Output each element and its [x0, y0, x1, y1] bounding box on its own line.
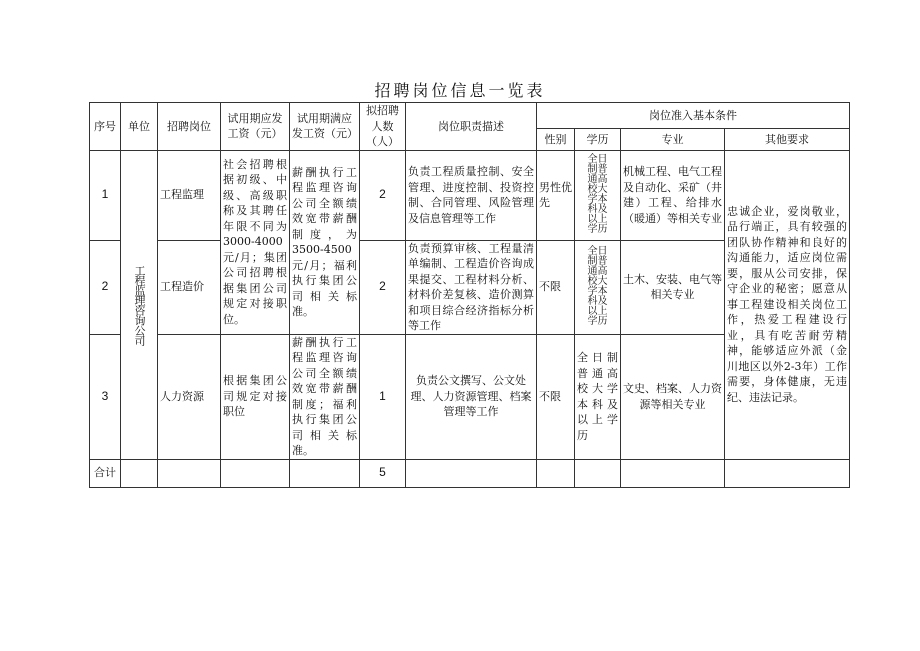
- total-count: 5: [360, 459, 406, 487]
- row-education: 全日制普通高校大学本科及以上学历: [587, 154, 608, 235]
- row-position: 人力资源: [158, 334, 221, 459]
- row-count: 2: [360, 150, 406, 240]
- header-seq: 序号: [90, 103, 121, 151]
- row-seq: 1: [90, 150, 121, 240]
- row-position: 工程造价: [158, 240, 221, 334]
- row-education-cell: [575, 150, 621, 240]
- header-other: 其他要求: [725, 129, 850, 150]
- row-seq: 3: [90, 334, 121, 459]
- full-salary-cell: 薪酬执行工程监理咨询公司全额绩效宽带薪酬制度，为3500-4500元/月；福利执行集团公司相关标准。: [290, 150, 360, 334]
- recruitment-table: [89, 102, 850, 488]
- header-row-1: [90, 103, 850, 129]
- row-probation-salary: 根据集团公司规定对接职位: [221, 334, 290, 459]
- row-position: 工程监理: [158, 150, 221, 240]
- probation-salary-cell: 社会招聘根据初级、中级、高级职称及其聘任年限不同为3000-4000元/月；集团公司招聘根据集团公司规定对接职位。: [221, 150, 290, 334]
- row-gender: 男性优先: [537, 150, 575, 240]
- header-education: 学历: [575, 129, 621, 150]
- row-duty: 负责预算审核、工程量清单编制、工程造价咨询成果提交、工程材料分析、材料价差复核、造价测算和项目综合经济指标分析等工作: [406, 240, 537, 334]
- header-probation-salary: 试用期应发工资（元）: [221, 103, 290, 151]
- header-gender: 性别: [537, 129, 575, 150]
- header-count: 拟招聘人数（人）: [360, 103, 406, 151]
- row-gender: 不限: [537, 334, 575, 459]
- total-label: 合计: [90, 459, 121, 487]
- row-gender: 不限: [537, 240, 575, 334]
- total-row: [90, 459, 850, 487]
- page-title: 招聘岗位信息一览表: [374, 81, 546, 100]
- row-seq: 2: [90, 240, 121, 334]
- header-full-salary: 试用期满应发工资（元）: [290, 103, 360, 151]
- header-position: 招聘岗位: [158, 103, 221, 151]
- row-count: 1: [360, 334, 406, 459]
- table-row: [90, 150, 850, 240]
- row-education: 全日制普通高校大学本科及以上学历: [587, 246, 608, 327]
- row-major: 文史、档案、人力资源等相关专业: [621, 334, 725, 459]
- header-conditions: 岗位准入基本条件: [537, 103, 850, 129]
- row-major: 机械工程、电气工程及自动化、采矿（井建）工程、给排水（暖通）等相关专业: [621, 150, 725, 240]
- row-count: 2: [360, 240, 406, 334]
- other-requirements: 忠诚企业，爱岗敬业，品行端正，具有较强的团队协作精神和良好的沟通能力，适应岗位需要，服从公司安排，保守企业的秘密；愿意从事工程建设相关岗位工作，热爱工程建设行业，具有吃苦耐劳精神，能够适应外派（金川地区以外2-3年）工作需要，身体健康，无违纪、违法记录。: [725, 150, 850, 459]
- row-full-salary: 薪酬执行工程监理咨询公司全额绩效宽带薪酬制度；福利执行集团公司相关标准。: [290, 334, 360, 459]
- row-duty: 负责工程质量控制、安全管理、进度控制、投资控制、合同管理、风险管理及信息管理等工作: [406, 150, 537, 240]
- row-education-cell: [575, 240, 621, 334]
- row-duty: 负责公文撰写、公文处理、人力资源管理、档案管理等工作: [406, 334, 537, 459]
- row-major: 土木、安装、电气等相关专业: [621, 240, 725, 334]
- unit-name: 工程监理咨询公司: [133, 264, 146, 345]
- header-unit: 单位: [121, 103, 158, 151]
- unit-cell: [121, 150, 158, 459]
- header-duty: 岗位职责描述: [406, 103, 537, 151]
- header-major: 专业: [621, 129, 725, 150]
- row-education: 全日制普通高校大学本科及以上学历: [575, 334, 621, 459]
